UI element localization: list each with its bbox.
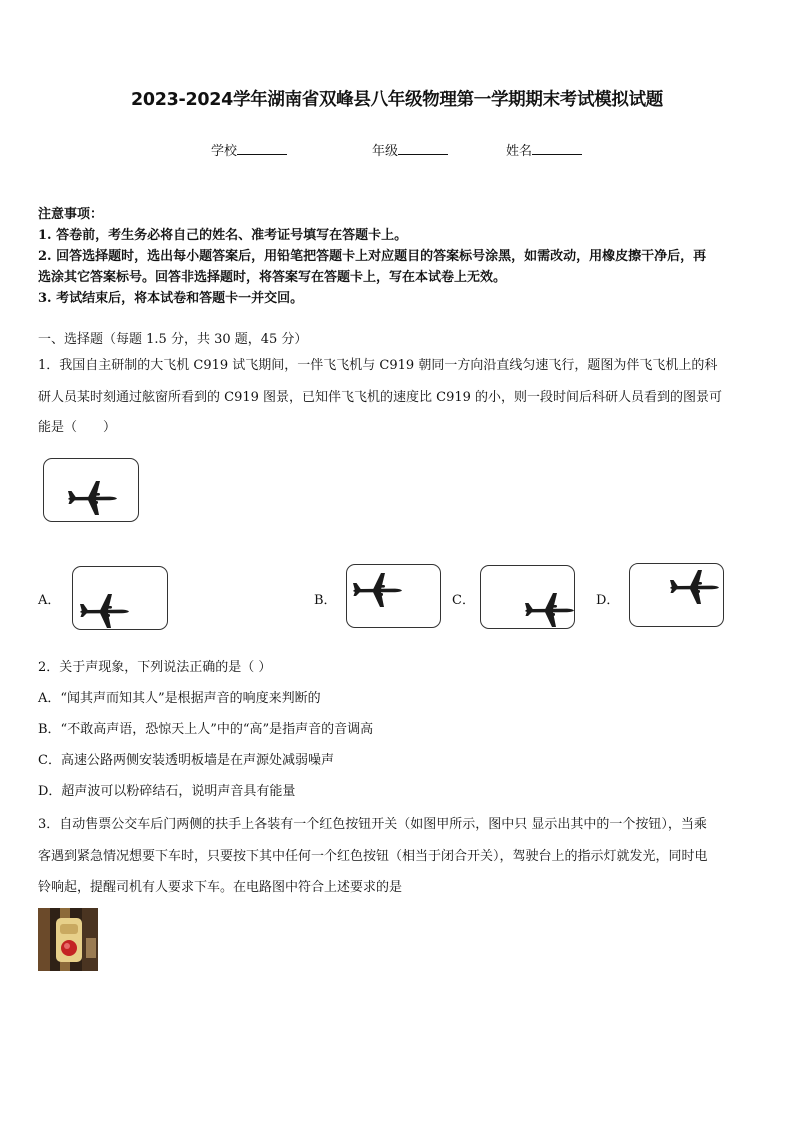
name-field[interactable]: 姓名 [506, 140, 582, 159]
plane-icon [630, 564, 723, 626]
question-2-option-a[interactable]: A．“闻其声而知其人”是根据声音的响度来判断的 [38, 691, 321, 706]
question-3-line: 3．自动售票公交车后门两侧的扶手上各装有一个红色按钮开关（如图甲所示，图中只 显示出其中的一个按钮），当乘 [38, 817, 707, 832]
option-d-label[interactable]: D． [596, 593, 620, 608]
note-item: 1. 答卷前，考生务必将自己的姓名、准考证号填写在答题卡上。 [38, 228, 408, 243]
option-c-label[interactable]: C． [452, 593, 475, 608]
red-button-icon [38, 908, 98, 971]
reference-figure [43, 458, 139, 522]
note-item: 选涂其它答案标号。回答非选择题时，将答案写在答题卡上，写在本试卷上无效。 [38, 270, 507, 285]
school-field[interactable]: 学校 [211, 140, 287, 159]
question-1-line: 研人员某时刻通过舷窗所看到的 C919 图景，已知伴飞飞机的速度比 C919 的小，则一段时间后科研人员看到的图景可 [38, 390, 723, 405]
option-a-figure[interactable] [72, 566, 168, 630]
question-2-option-d[interactable]: D．超声波可以粉碎结石，说明声音具有能量 [38, 784, 296, 799]
note-item: 2. 回答选择题时，选出每小题答案后，用铅笔把答题卡上对应题目的答案标号涂黑，如需改动，用橡皮擦干净后，再 [38, 249, 707, 264]
page-title: 2023-2024学年湖南省双峰县八年级物理第一学期期末考试模拟试题 [131, 90, 663, 110]
option-b-figure[interactable] [346, 564, 441, 628]
question-1-line: 能是（ ） [38, 420, 117, 435]
section-heading: 一、选择题（每题 1.5 分，共 30 题，45 分） [38, 332, 308, 347]
notes-heading: 注意事项： [38, 207, 104, 222]
question-2-option-c[interactable]: C．高速公路两侧安装透明板墙是在声源处减弱噪声 [38, 753, 334, 768]
option-a-label[interactable]: A． [38, 593, 61, 608]
plane-icon [73, 567, 167, 629]
option-d-figure[interactable] [629, 563, 724, 627]
question-2-stem: 2．关于声现象，下列说法正确的是（ ） [38, 660, 272, 675]
option-b-label[interactable]: B． [314, 593, 337, 608]
question-2-option-b[interactable]: B．“不敢高声语，恐惊天上人”中的“高”是指声音的音调高 [38, 722, 374, 737]
grade-field[interactable]: 年级 [372, 140, 448, 159]
plane-icon [44, 459, 138, 521]
option-c-figure[interactable] [480, 565, 575, 629]
note-item: 3. 考试结束后，将本试卷和答题卡一并交回。 [38, 291, 304, 306]
question-3-line: 铃响起，提醒司机有人要求下车。在电路图中符合上述要求的是 [38, 880, 403, 895]
button-photo [38, 908, 98, 971]
question-3-line: 客遇到紧急情况想要下车时，只要按下其中任何一个红色按钮（相当于闭合开关），驾驶台上的指示灯就发光，同时电 [38, 849, 708, 864]
plane-icon [347, 565, 440, 627]
plane-icon [481, 566, 574, 628]
question-1-line: 1．我国自主研制的大飞机 C919 试飞期间，一伴飞飞机与 C919 朝同一方向沿直线匀速飞行，题图为伴飞飞机上的科 [38, 358, 718, 373]
